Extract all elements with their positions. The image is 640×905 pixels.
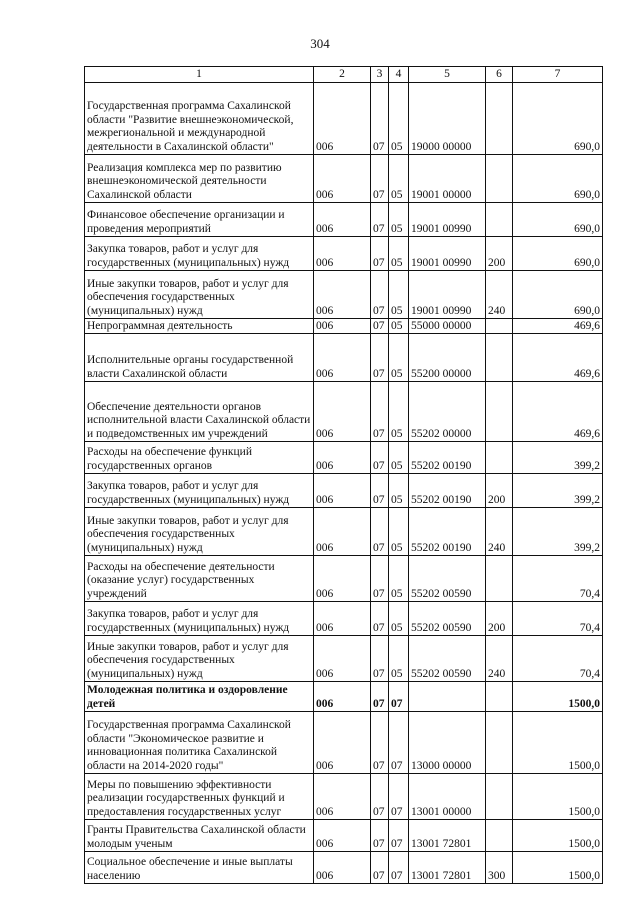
row-value-cell: 05 bbox=[389, 271, 409, 319]
header-cell: 5 bbox=[409, 67, 486, 83]
table-row bbox=[85, 556, 603, 602]
row-label-cell: Расходы на обеспечение функций государственных органов bbox=[85, 442, 314, 474]
row-value-cell: 70,4 bbox=[513, 636, 603, 682]
row-value-cell: 399,2 bbox=[513, 474, 603, 508]
table-row bbox=[85, 334, 603, 382]
row-label-cell: Государственная программа Сахалинской области "Экономическое развитие и инновационная политика Сахалинской области на 2014-2020 годы" bbox=[85, 712, 314, 774]
row-value-cell: 07 bbox=[371, 319, 389, 334]
header-row bbox=[85, 67, 603, 83]
header-cell: 2 bbox=[314, 67, 371, 83]
row-value-cell: 006 bbox=[314, 203, 371, 237]
row-value-cell: 690,0 bbox=[513, 271, 603, 319]
row-label-cell: Непрограммная деятельность bbox=[85, 319, 314, 334]
row-label-cell: Гранты Правительства Сахалинской области молодым ученым bbox=[85, 820, 314, 852]
row-value-cell: 07 bbox=[371, 820, 389, 852]
row-value-cell: 200 bbox=[486, 602, 513, 636]
row-value-cell: 07 bbox=[371, 852, 389, 884]
row-value-cell: 19001 00990 bbox=[409, 203, 486, 237]
row-label-cell: Закупка товаров, работ и услуг для государственных (муниципальных) нужд bbox=[85, 237, 314, 271]
row-value-cell: 55200 00000 bbox=[409, 334, 486, 382]
row-value-cell: 05 bbox=[389, 334, 409, 382]
row-value-cell: 07 bbox=[371, 774, 389, 820]
row-value-cell: 006 bbox=[314, 319, 371, 334]
row-value-cell bbox=[486, 382, 513, 442]
row-value-cell bbox=[486, 442, 513, 474]
row-value-cell: 05 bbox=[389, 442, 409, 474]
row-value-cell: 399,2 bbox=[513, 442, 603, 474]
table-row bbox=[85, 774, 603, 820]
row-value-cell: 07 bbox=[389, 682, 409, 712]
table-row bbox=[85, 602, 603, 636]
row-value-cell: 07 bbox=[371, 83, 389, 155]
row-value-cell: 55202 00590 bbox=[409, 602, 486, 636]
row-value-cell: 07 bbox=[371, 474, 389, 508]
row-label-cell: Социальное обеспечение и иные выплаты населению bbox=[85, 852, 314, 884]
row-value-cell: 05 bbox=[389, 508, 409, 556]
header-cell: 4 bbox=[389, 67, 409, 83]
table-row bbox=[85, 155, 603, 203]
row-value-cell: 07 bbox=[389, 774, 409, 820]
row-value-cell: 399,2 bbox=[513, 508, 603, 556]
row-value-cell: 55202 00590 bbox=[409, 556, 486, 602]
row-value-cell: 1500,0 bbox=[513, 820, 603, 852]
row-value-cell: 55202 00190 bbox=[409, 508, 486, 556]
row-value-cell: 05 bbox=[389, 602, 409, 636]
row-value-cell: 690,0 bbox=[513, 155, 603, 203]
row-value-cell: 300 bbox=[486, 852, 513, 884]
row-label-cell: Закупка товаров, работ и услуг для государственных (муниципальных) нужд bbox=[85, 474, 314, 508]
row-value-cell: 006 bbox=[314, 271, 371, 319]
row-value-cell: 70,4 bbox=[513, 556, 603, 602]
row-value-cell: 006 bbox=[314, 820, 371, 852]
row-value-cell: 07 bbox=[371, 203, 389, 237]
header-cell: 7 bbox=[513, 67, 603, 83]
row-value-cell: 006 bbox=[314, 334, 371, 382]
row-value-cell: 240 bbox=[486, 508, 513, 556]
table-row bbox=[85, 83, 603, 155]
header-cell: 1 bbox=[85, 67, 314, 83]
row-value-cell: 55202 00190 bbox=[409, 442, 486, 474]
row-value-cell: 05 bbox=[389, 319, 409, 334]
table-row bbox=[85, 474, 603, 508]
row-value-cell: 07 bbox=[371, 682, 389, 712]
budget-table bbox=[84, 66, 603, 884]
row-label-cell: Иные закупки товаров, работ и услуг для обеспечения государственных (муниципальных) нужд bbox=[85, 271, 314, 319]
row-value-cell: 55202 00000 bbox=[409, 382, 486, 442]
row-label-cell: Иные закупки товаров, работ и услуг для обеспечения государственных (муниципальных) нужд bbox=[85, 508, 314, 556]
row-value-cell: 05 bbox=[389, 237, 409, 271]
row-value-cell bbox=[486, 712, 513, 774]
table-row bbox=[85, 682, 603, 712]
row-value-cell: 006 bbox=[314, 556, 371, 602]
row-value-cell: 05 bbox=[389, 474, 409, 508]
page-number: 304 bbox=[310, 36, 330, 51]
row-value-cell: 19001 00000 bbox=[409, 155, 486, 203]
row-value-cell: 13001 00000 bbox=[409, 774, 486, 820]
row-value-cell bbox=[486, 203, 513, 237]
row-label-cell: Реализация комплекса мер по развитию внешнеэкономической деятельности Сахалинской области bbox=[85, 155, 314, 203]
row-value-cell: 07 bbox=[371, 442, 389, 474]
row-value-cell: 469,6 bbox=[513, 334, 603, 382]
row-value-cell: 006 bbox=[314, 636, 371, 682]
row-value-cell: 690,0 bbox=[513, 237, 603, 271]
row-value-cell: 07 bbox=[389, 712, 409, 774]
row-label-cell: Иные закупки товаров, работ и услуг для обеспечения государственных (муниципальных) нужд bbox=[85, 636, 314, 682]
row-value-cell bbox=[486, 556, 513, 602]
row-label-cell: Государственная программа Сахалинской области "Развитие внешнеэкономической, межрегиональной и международной деятельности в Сахалинской области" bbox=[85, 83, 314, 155]
row-value-cell: 13001 72801 bbox=[409, 820, 486, 852]
row-value-cell: 05 bbox=[389, 83, 409, 155]
row-value-cell: 70,4 bbox=[513, 602, 603, 636]
row-value-cell: 07 bbox=[371, 508, 389, 556]
table-row bbox=[85, 712, 603, 774]
table-row bbox=[85, 442, 603, 474]
row-value-cell: 07 bbox=[371, 382, 389, 442]
row-value-cell: 19001 00990 bbox=[409, 237, 486, 271]
row-value-cell: 200 bbox=[486, 237, 513, 271]
row-label-cell: Обеспечение деятельности органов исполнительной власти Сахалинской области и подведомственных им учреждений bbox=[85, 382, 314, 442]
row-value-cell: 200 bbox=[486, 474, 513, 508]
row-value-cell bbox=[409, 682, 486, 712]
row-value-cell: 1500,0 bbox=[513, 852, 603, 884]
row-value-cell: 55202 00190 bbox=[409, 474, 486, 508]
row-value-cell: 07 bbox=[371, 237, 389, 271]
row-value-cell: 05 bbox=[389, 556, 409, 602]
row-value-cell: 13000 00000 bbox=[409, 712, 486, 774]
row-value-cell: 006 bbox=[314, 442, 371, 474]
table-row bbox=[85, 382, 603, 442]
row-value-cell: 006 bbox=[314, 682, 371, 712]
row-value-cell: 05 bbox=[389, 636, 409, 682]
table-row bbox=[85, 852, 603, 884]
row-value-cell: 690,0 bbox=[513, 203, 603, 237]
row-value-cell: 55000 00000 bbox=[409, 319, 486, 334]
row-value-cell bbox=[486, 334, 513, 382]
row-label-cell: Исполнительные органы государственной власти Сахалинской области bbox=[85, 334, 314, 382]
row-value-cell: 006 bbox=[314, 155, 371, 203]
row-value-cell: 1500,0 bbox=[513, 712, 603, 774]
row-value-cell: 07 bbox=[389, 820, 409, 852]
table-row bbox=[85, 271, 603, 319]
row-value-cell: 006 bbox=[314, 852, 371, 884]
row-value-cell: 006 bbox=[314, 712, 371, 774]
row-value-cell: 07 bbox=[371, 155, 389, 203]
row-value-cell: 006 bbox=[314, 237, 371, 271]
row-value-cell: 19001 00990 bbox=[409, 271, 486, 319]
row-value-cell: 07 bbox=[371, 334, 389, 382]
row-value-cell: 469,6 bbox=[513, 319, 603, 334]
row-label-cell: Финансовое обеспечение организации и проведения мероприятий bbox=[85, 203, 314, 237]
row-value-cell: 05 bbox=[389, 155, 409, 203]
row-value-cell: 05 bbox=[389, 203, 409, 237]
row-value-cell: 07 bbox=[371, 712, 389, 774]
row-value-cell: 006 bbox=[314, 83, 371, 155]
row-value-cell: 240 bbox=[486, 636, 513, 682]
row-value-cell: 55202 00590 bbox=[409, 636, 486, 682]
row-value-cell: 19000 00000 bbox=[409, 83, 486, 155]
row-value-cell: 469,6 bbox=[513, 382, 603, 442]
row-value-cell bbox=[486, 155, 513, 203]
row-value-cell: 1500,0 bbox=[513, 774, 603, 820]
table-row bbox=[85, 237, 603, 271]
row-value-cell: 006 bbox=[314, 474, 371, 508]
row-label-cell: Меры по повышению эффективности реализации государственных функций и предоставления государственных услуг bbox=[85, 774, 314, 820]
row-value-cell: 13001 72801 bbox=[409, 852, 486, 884]
row-value-cell bbox=[486, 319, 513, 334]
row-value-cell bbox=[486, 820, 513, 852]
header-cell: 6 bbox=[486, 67, 513, 83]
row-value-cell: 006 bbox=[314, 602, 371, 636]
table-row bbox=[85, 203, 603, 237]
row-value-cell: 240 bbox=[486, 271, 513, 319]
row-label-cell: Молодежная политика и оздоровление детей bbox=[85, 682, 314, 712]
table-row bbox=[85, 636, 603, 682]
row-value-cell: 07 bbox=[389, 852, 409, 884]
table-row bbox=[85, 820, 603, 852]
row-value-cell: 07 bbox=[371, 602, 389, 636]
table-row bbox=[85, 319, 603, 334]
row-value-cell: 006 bbox=[314, 382, 371, 442]
row-value-cell: 006 bbox=[314, 508, 371, 556]
row-value-cell bbox=[486, 774, 513, 820]
header-cell: 3 bbox=[371, 67, 389, 83]
row-value-cell: 07 bbox=[371, 556, 389, 602]
row-value-cell: 006 bbox=[314, 774, 371, 820]
row-label-cell: Расходы на обеспечение деятельности (оказание услуг) государственных учреждений bbox=[85, 556, 314, 602]
row-value-cell: 05 bbox=[389, 382, 409, 442]
row-value-cell: 07 bbox=[371, 636, 389, 682]
row-value-cell: 1500,0 bbox=[513, 682, 603, 712]
table-row bbox=[85, 508, 603, 556]
row-value-cell: 07 bbox=[371, 271, 389, 319]
row-label-cell: Закупка товаров, работ и услуг для государственных (муниципальных) нужд bbox=[85, 602, 314, 636]
row-value-cell bbox=[486, 83, 513, 155]
row-value-cell: 690,0 bbox=[513, 83, 603, 155]
row-value-cell bbox=[486, 682, 513, 712]
